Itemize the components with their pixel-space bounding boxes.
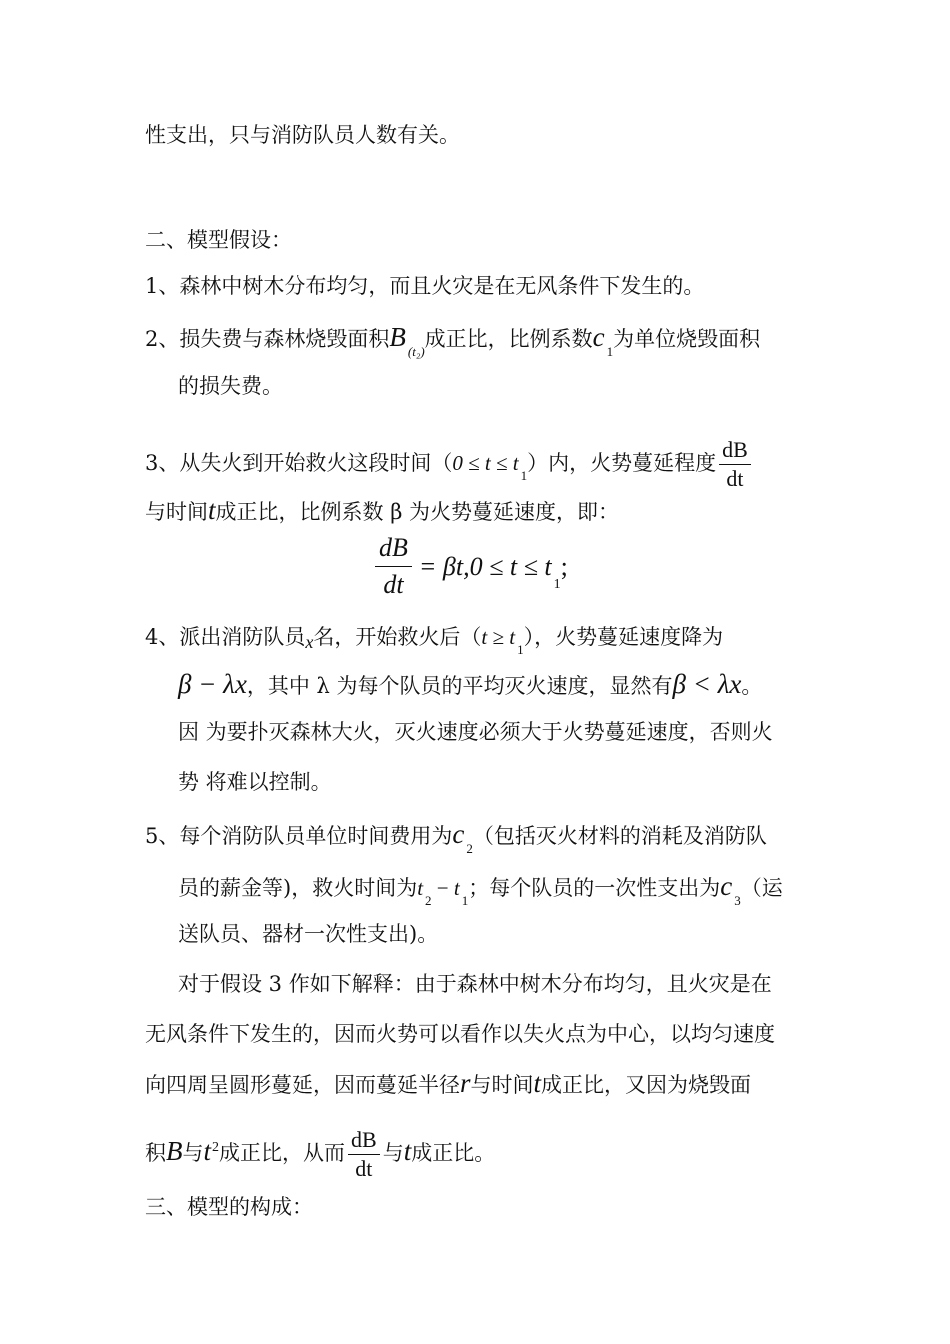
equation-spread-rate: $\frac{dB}{dt}$ = βt,0 ≤ t ≤ t 1 ; — [372, 533, 568, 600]
section-heading: 三、模型的构成： — [145, 1195, 313, 1219]
assumption-1: 1、森林中树木分布均匀，而且火灾是在无风条件下发生的。 — [145, 274, 705, 298]
fraction-dB-dt: $\frac{dB}{dt}$ — [348, 1128, 380, 1181]
assumption-3: 3、从失火到开始救火这段时间$(0 \le t \le t_1)$内，火势蔓延程度 $\frac{dB}{dt}$ — [145, 438, 754, 491]
section-heading: 二、模型假设： — [145, 228, 292, 252]
text-line: 性支出，只与消防队员人数有关。 — [145, 123, 460, 147]
assumption-5: 5、每个消防队员单位时间费用为c $_2$（包括灭火材料的消耗及消防队 — [145, 819, 767, 856]
explanation-line: 向四周呈圆形蔓延，因而蔓延半径r与时间t成正比，又因为烧毁面 — [145, 1068, 752, 1098]
assumption-4: 4、派出消防队员x名，开始救火后$(t \ge t_1)$，火势蔓延速度降为 — [145, 625, 724, 657]
explanation-line: 积B与$t^2$成正比，从而 $\frac{dB}{dt}$ 与t成正比。 — [145, 1127, 496, 1181]
assumption-4-cont: 势 将难以控制。 — [178, 770, 332, 794]
assumption-4-cont: 因 为要扑灭森林大火，灭火速度必须大于火势蔓延速度，否则火 — [178, 720, 773, 744]
assumption-3-cont: 与时间t成正比，比例系数 β 为火势蔓延速度，即： — [145, 495, 620, 525]
assumption-5-cont: 送队员、器材一次性支出)。 — [178, 922, 439, 946]
explanation-line: 无风条件下发生的，因而火势可以看作以失火点为中心，以均匀速度 — [145, 1022, 775, 1046]
assumption-4-cont: β − λx，其中 λ 为每个队员的平均灭火速度，显然有β < λx。 — [178, 669, 763, 699]
math-B: B — [389, 322, 406, 352]
assumption-2-cont: 的损失费。 — [178, 374, 283, 398]
assumption-5-cont: 员的薪金等)，救火时间为$t_2 - t_1$；每个队员的一次性支出为c $_3$（运 — [178, 871, 783, 908]
assumption-2: 2、损失费与森林烧毁面积B $_{(t_2)}$成正比，比例系数c $_1$为单位烧毁面积 — [145, 322, 761, 359]
fraction-dB-dt: $\frac{dB}{dt}$ — [719, 438, 751, 491]
explanation-line: 对于假设 3 作如下解释：由于森林中树木分布均匀，且火灾是在 — [178, 972, 772, 996]
